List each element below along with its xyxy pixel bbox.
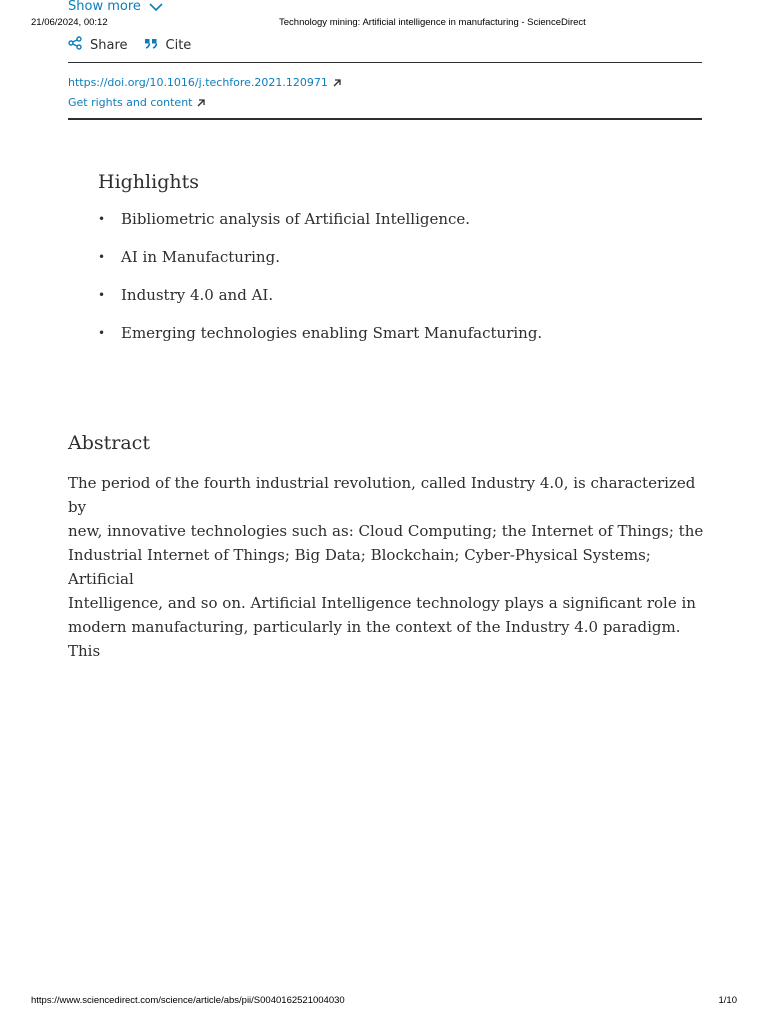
abstract-line: The period of the fourth industrial revolution, called Industry 4.0, is characterized by <box>68 474 696 516</box>
abstract-line: modern manufacturing, particularly in the context of the Industry 4.0 paradigm. This <box>68 618 681 660</box>
divider <box>68 62 702 63</box>
cite-label: Cite <box>165 37 192 53</box>
abstract-heading: Abstract <box>68 432 150 454</box>
abstract-line: Industrial Internet of Things; Big Data; Blockchain; Cyber-Physical Systems; Artificial <box>68 546 651 588</box>
highlights-section <box>98 170 698 362</box>
print-date: 21/06/2024, 00:12 <box>31 17 108 28</box>
abstract-line: new, innovative technologies such as: Cloud Computing; the Internet of Things; the <box>68 522 704 540</box>
highlights-heading: Highlights <box>98 171 199 193</box>
bullet-icon: • <box>98 288 106 302</box>
print-page-title: Technology mining: Artificial intelligence in manufacturing - ScienceDirect <box>279 17 586 28</box>
share-icon <box>68 36 82 54</box>
print-footer <box>0 995 768 1009</box>
arrow-up-right-icon <box>196 98 206 108</box>
doi-link[interactable] <box>68 73 342 93</box>
highlights-list <box>98 210 698 362</box>
rights-link[interactable] <box>68 93 342 113</box>
share-button[interactable] <box>68 36 128 54</box>
share-label: Share <box>90 37 128 53</box>
article-actions <box>68 36 191 54</box>
bullet-icon: • <box>98 250 106 264</box>
highlight-text: Emerging technologies enabling Smart Manufacturing. <box>121 324 543 342</box>
cite-button[interactable] <box>144 36 192 54</box>
bullet-icon: • <box>98 326 106 340</box>
bullet-icon: • <box>98 212 106 226</box>
chevron-down-icon <box>149 3 163 12</box>
print-url: https://www.sciencedirect.com/science/article/abs/pii/S0040162521004030 <box>31 995 345 1006</box>
highlight-item <box>98 324 698 362</box>
quote-icon <box>144 37 158 53</box>
abstract-text <box>68 471 708 663</box>
abstract-line: Intelligence, and so on. Artificial Intelligence technology plays a significant role in <box>68 594 696 612</box>
show-more-button[interactable] <box>68 0 163 14</box>
highlight-text: Industry 4.0 and AI. <box>121 286 274 304</box>
highlight-item <box>98 248 698 286</box>
print-page-number: 1/10 <box>718 995 737 1006</box>
arrow-up-right-icon <box>332 78 342 88</box>
highlight-text: Bibliometric analysis of Artificial Intelligence. <box>121 210 471 228</box>
doi-link-text: https://doi.org/10.1016/j.techfore.2021.120971 <box>68 76 328 89</box>
highlight-item <box>98 210 698 248</box>
highlight-text: AI in Manufacturing. <box>121 248 280 266</box>
rights-link-text: Get rights and content <box>68 96 193 109</box>
divider <box>68 118 702 120</box>
highlight-item <box>98 286 698 324</box>
show-more-label: Show more <box>68 0 141 14</box>
abstract-section <box>68 431 708 663</box>
article-links <box>68 73 342 113</box>
print-header <box>0 17 768 31</box>
